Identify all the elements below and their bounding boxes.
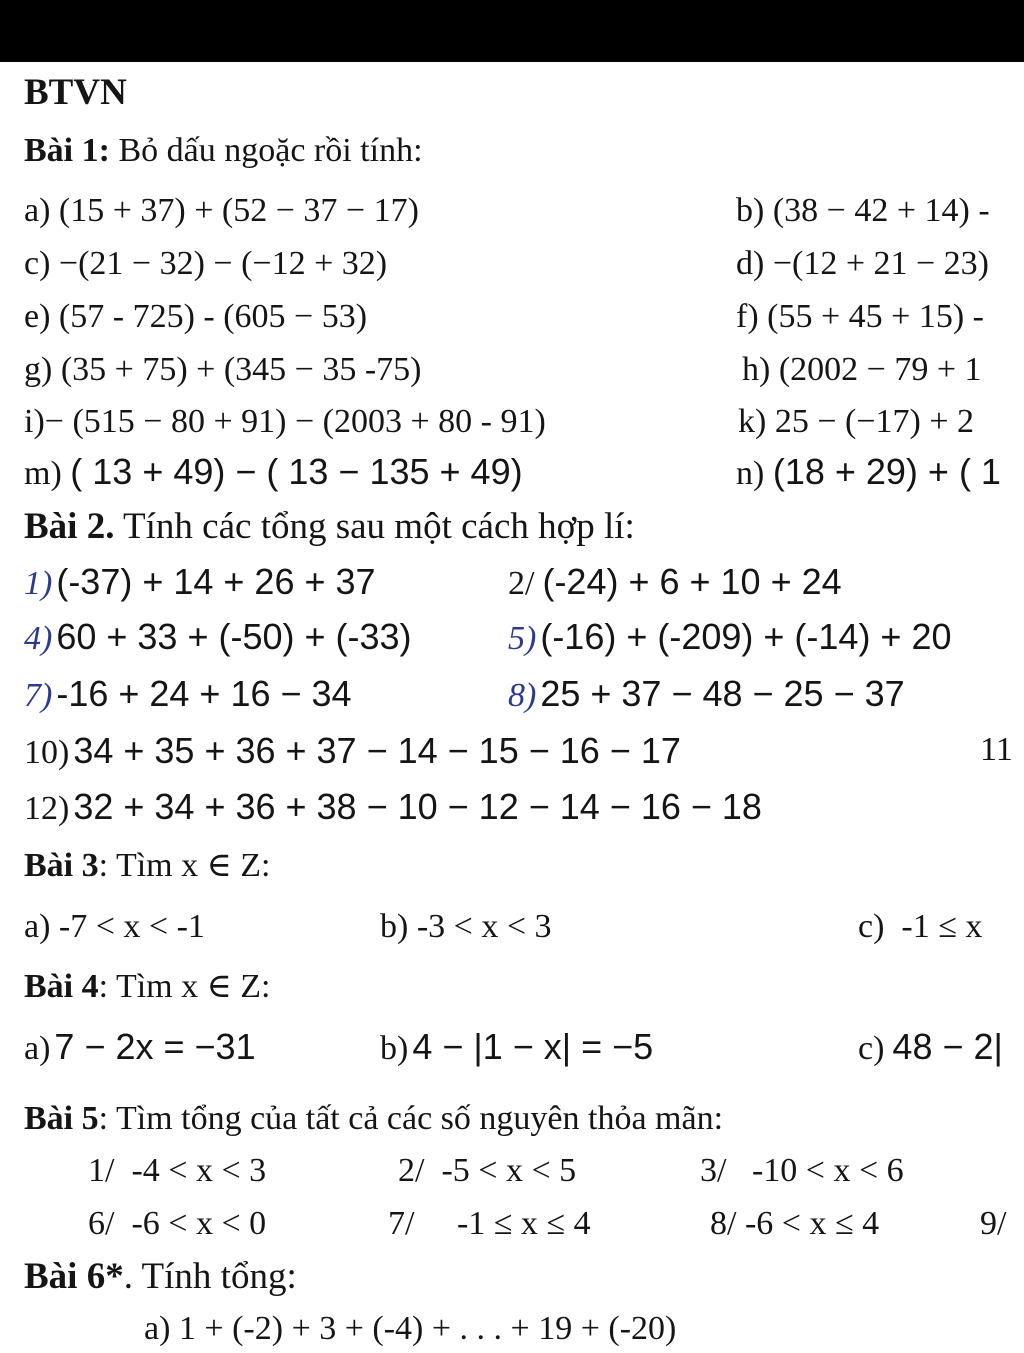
exercise-item: g) (35 + 75) + (345 − 35 -75) <box>24 351 422 388</box>
exercise-item: a) 1 + (-2) + 3 + (-4) + . . . + 19 + (-20) <box>144 1310 677 1347</box>
bai3-heading: Bài 3 <box>24 847 99 884</box>
exercise-item: i)− (515 − 80 + 91) − (2003 + 80 - 91) <box>24 403 546 440</box>
exercise-item: 3/ -10 < x < 6 <box>700 1152 904 1189</box>
bai6-heading-line <box>24 1258 297 1295</box>
exercise-item: 8) 25 + 37 − 48 − 25 − 37 <box>508 673 905 714</box>
exercise-item: k) 25 − (−17) + 2 <box>738 403 974 440</box>
exercise-item: c) −(21 − 32) − (−12 + 32) <box>24 245 388 282</box>
exercise-item: 7/ -1 ≤ x ≤ 4 <box>388 1205 591 1242</box>
bai4-heading-line <box>24 970 271 1004</box>
bai2-heading: Bài 2. <box>24 506 115 547</box>
exercise-item: b) 4 − |1 − x| = −5 <box>380 1026 654 1067</box>
bai5-heading: Bài 5 <box>24 1100 99 1137</box>
bai3-heading-line <box>24 849 271 883</box>
exercise-item: 4) 60 + 33 + (-50) + (-33) <box>24 616 412 657</box>
exercise-item: 2/ -5 < x < 5 <box>398 1152 577 1189</box>
exercise-item: h) (2002 − 79 + 1 <box>742 351 982 388</box>
bai5-instruction: : Tìm tổng của tất cả các số nguyên thỏa mãn: <box>98 1100 724 1137</box>
bai3-instruction: : Tìm x ∈ Z: <box>98 847 271 884</box>
bai2-instruction: Tính các tổng sau một cách hợp lí: <box>114 506 635 547</box>
exercise-item: d) −(12 + 21 − 23) <box>736 245 989 282</box>
exercise-item: 1) (-37) + 14 + 26 + 37 <box>24 561 376 602</box>
bai6-heading: Bài 6* <box>24 1256 124 1297</box>
exercise-item: f) (55 + 45 + 15) - <box>736 298 984 335</box>
exercise-item: 5) (-16) + (-209) + (-14) + 20 <box>508 616 952 657</box>
exercise-item: 1/ -4 < x < 3 <box>88 1152 267 1189</box>
bai5-heading-line <box>24 1102 723 1136</box>
page-title: BTVN <box>24 72 127 113</box>
exercise-item: c) 48 − 2| <box>858 1026 1003 1067</box>
exercise-item: b) (38 − 42 + 14) - <box>736 192 990 229</box>
exercise-item: 7) -16 + 24 + 16 − 34 <box>24 673 352 714</box>
exercise-item: 6/ -6 < x < 0 <box>88 1205 267 1242</box>
exercise-item: c) -1 ≤ x <box>858 908 983 945</box>
exercise-item: e) (57 - 725) - (605 − 53) <box>24 298 368 335</box>
exercise-item: 10) 34 + 35 + 36 + 37 − 14 − 15 − 16 − 17 <box>24 730 681 771</box>
exercise-item: a) -7 < x < -1 <box>24 908 205 945</box>
bai1-heading: Bài 1: <box>24 132 110 169</box>
top-black-bar <box>0 0 1024 62</box>
exercise-item: b) -3 < x < 3 <box>380 908 552 945</box>
bai4-instruction: : Tìm x ∈ Z: <box>98 968 271 1005</box>
bai1-instruction: Bỏ dấu ngoặc rồi tính: <box>109 132 423 169</box>
exercise-item: n) (18 + 29) + ( 1 <box>736 451 1001 492</box>
exercise-item: 9/ <box>980 1205 1007 1242</box>
exercise-item: 2/ (-24) + 6 + 10 + 24 <box>508 561 842 602</box>
exercise-item: m) ( 13 + 49) − ( 13 − 135 + 49) <box>24 451 523 492</box>
bai6-instruction: . Tính tổng: <box>123 1256 297 1297</box>
exercise-item: a) 7 − 2x = −31 <box>24 1026 256 1067</box>
worksheet <box>0 62 1024 1353</box>
exercise-item: 11 <box>980 731 1013 768</box>
bai2-heading-line <box>24 508 635 545</box>
exercise-item: 8/ -6 < x ≤ 4 <box>710 1205 880 1242</box>
exercise-item: 12) 32 + 34 + 36 + 38 − 10 − 12 − 14 − 16 − 18 <box>24 786 762 827</box>
bai4-heading: Bài 4 <box>24 968 99 1005</box>
exercise-item: a) (15 + 37) + (52 − 37 − 17) <box>24 192 419 229</box>
bai1-heading-line <box>24 134 423 168</box>
